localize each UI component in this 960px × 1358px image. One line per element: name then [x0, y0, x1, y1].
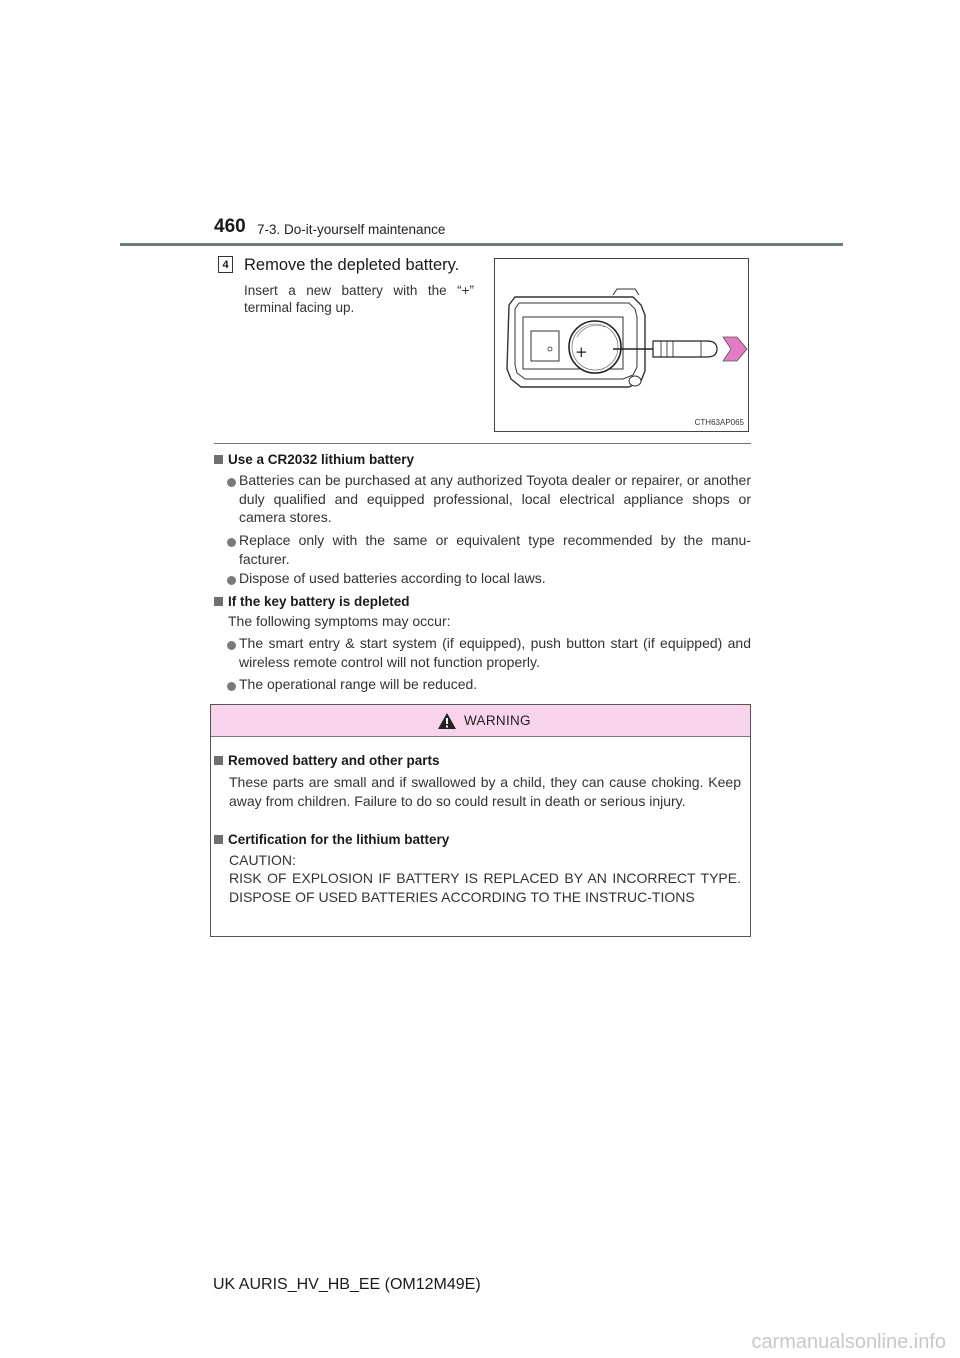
- page-number: 460: [214, 216, 246, 237]
- warning-box: [210, 704, 751, 937]
- caution-text: RISK OF EXPLOSION IF BATTERY IS REPLACED BY AN INCORRECT TYPE. DISPOSE OF USED BATTERIES ACCORDING TO THE INSTRUC-TIONS: [229, 870, 741, 905]
- list-item: Replace only with the same or equivalent type recommended by the manu-facturer.: [239, 532, 751, 567]
- list-item: The operational range will be reduced.: [239, 676, 478, 692]
- bullet-dot-icon: [227, 538, 236, 547]
- list-item: Batteries can be purchased at any authorized Toyota dealer or repairer, or another duly qualified and equipped professional, local electrical appliance shops or camera stores.: [239, 472, 751, 525]
- watermark: carmanualsonline.info: [751, 1331, 946, 1353]
- step-number-box: 4: [218, 256, 233, 273]
- caution-label: CAUTION:: [229, 852, 296, 868]
- battery-removal-illustration: [494, 258, 749, 432]
- bullet-square-icon: [214, 835, 223, 844]
- warning-item-heading: Certification for the lithium battery: [214, 832, 449, 847]
- bullet-square-icon: [214, 756, 223, 765]
- list-item: Dispose of used batteries according to local laws.: [239, 570, 546, 586]
- warning-item-heading: Removed battery and other parts: [214, 753, 440, 768]
- pull-arrow-icon: [723, 337, 747, 361]
- figure-code: CTH63AP065: [694, 418, 744, 427]
- bullet-square-icon: [214, 597, 223, 606]
- section-divider: [214, 443, 751, 444]
- key-battery-drawing: [495, 259, 750, 433]
- note-heading-depleted-battery: If the key battery is depleted: [214, 594, 410, 609]
- manual-code-footer: UK AURIS_HV_HB_EE (OM12M49E): [213, 1276, 481, 1293]
- bullet-dot-icon: [227, 641, 236, 650]
- header-rule: [120, 243, 843, 246]
- bullet-dot-icon: [227, 576, 236, 585]
- warning-triangle-icon: [437, 712, 457, 730]
- note-heading-battery-type: Use a CR2032 lithium battery: [214, 452, 414, 467]
- bullet-dot-icon: [227, 478, 236, 487]
- step-title: Remove the depleted battery.: [244, 256, 460, 274]
- warning-header: [211, 705, 750, 737]
- warning-item-text: These parts are small and if swallowed by a child, they can cause choking. Keep away from children. Failure to do so could result in death or serious injury.: [229, 774, 741, 809]
- section-title: 7-3. Do-it-yourself maintenance: [257, 222, 446, 237]
- step-description: Insert a new battery with the “+” terminal facing up.: [244, 283, 474, 315]
- bullet-dot-icon: [227, 682, 236, 691]
- note-intro: The following symptoms may occur:: [228, 613, 451, 629]
- warning-title: WARNING: [464, 713, 531, 728]
- list-item: The smart entry & start system (if equipped), push button start (if equipped) and wireless remote control will not function properly.: [239, 635, 751, 670]
- bullet-square-icon: [214, 455, 223, 464]
- plus-terminal-mark: +: [575, 343, 588, 361]
